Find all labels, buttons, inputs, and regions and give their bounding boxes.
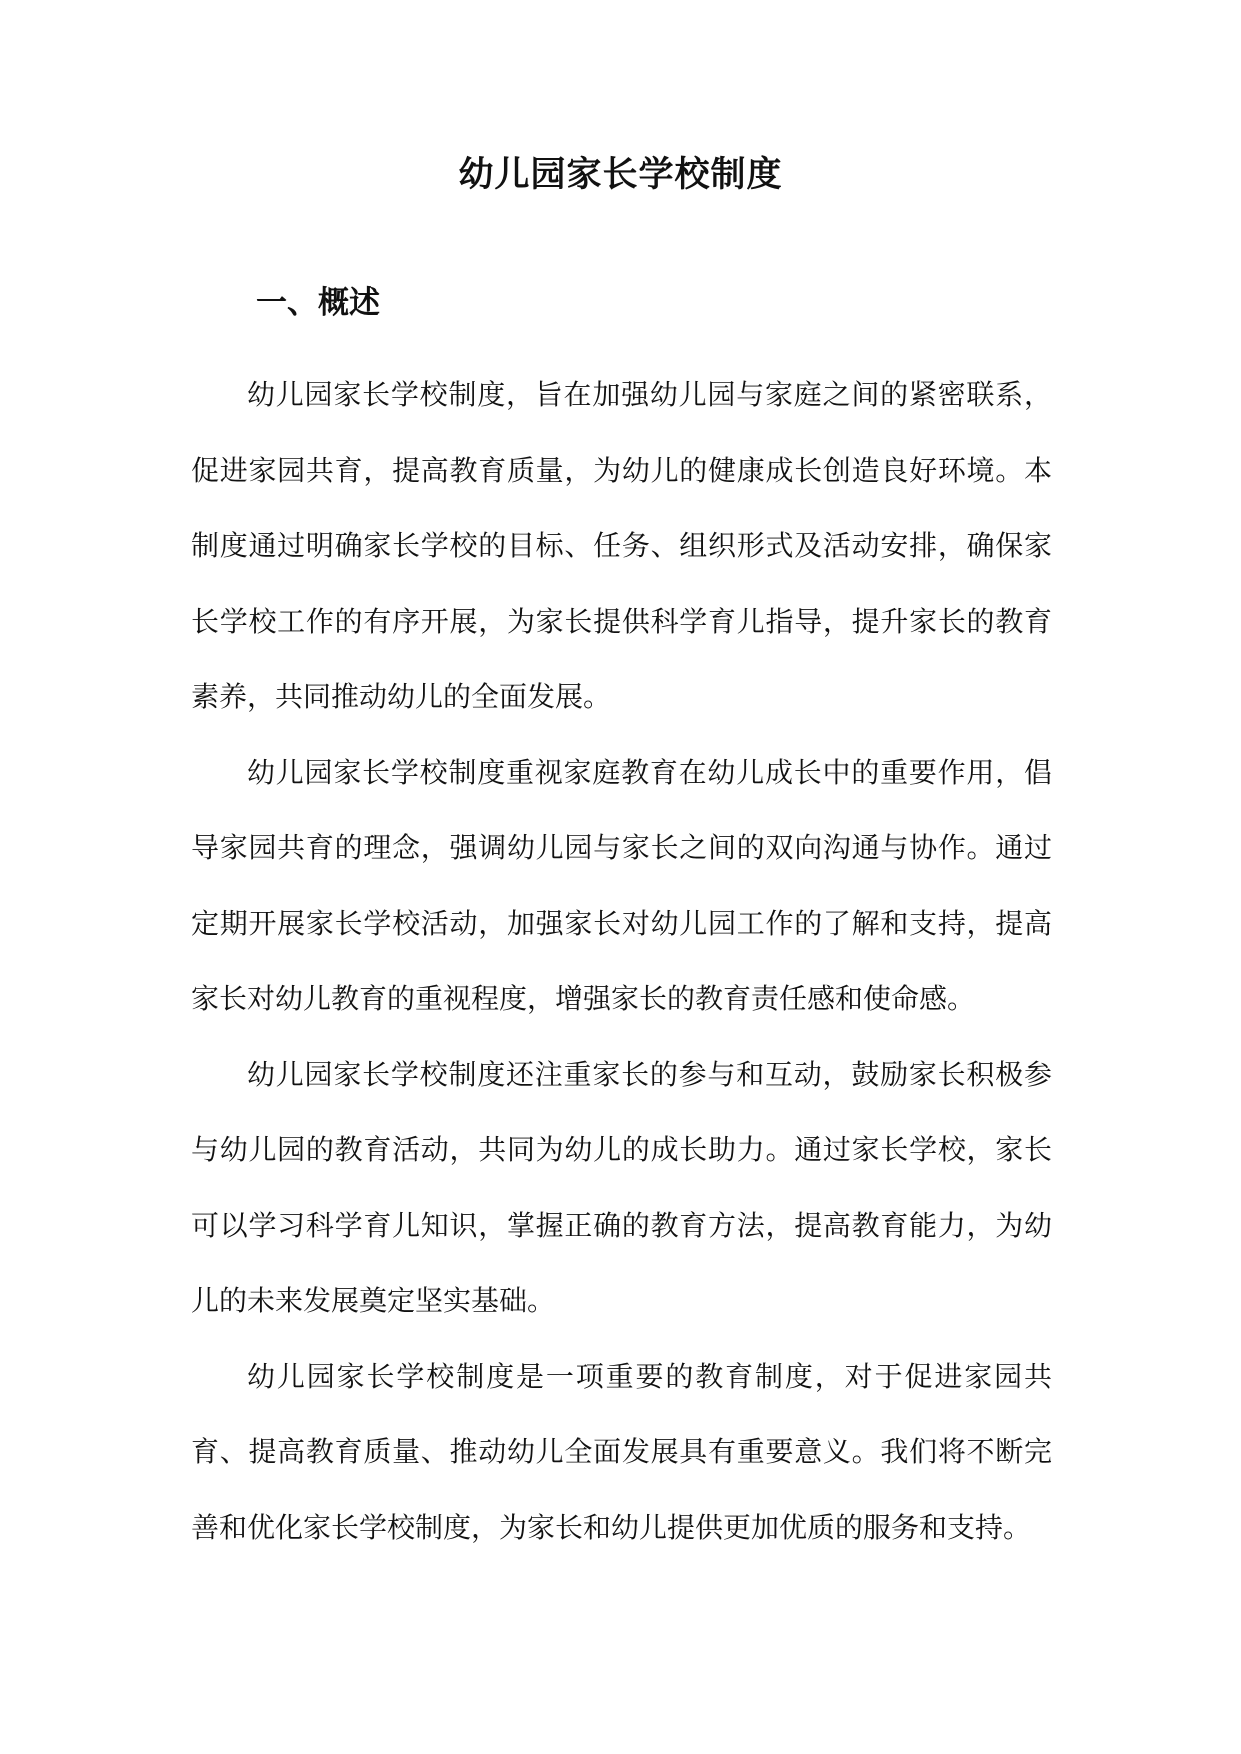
section-body <box>191 357 1052 1565</box>
paragraph-3: 幼儿园家长学校制度还注重家长的参与和互动，鼓励家长积极参与幼儿园的教育活动，共同为幼儿的成长助力。通过家长学校，家长可以学习科学育儿知识，掌握正确的教育方法，提高教育能力，为幼儿的未来发展奠定坚实基础。 <box>191 1057 1052 1317</box>
paragraph-1: 幼儿园家长学校制度，旨在加强幼儿园与家庭之间的紧密联系，促进家园共育，提高教育质量，为幼儿的健康成长创造良好环境。本制度通过明确家长学校的目标、任务、组织形式及活动安排，确保家长学校工作的有序开展，为家长提供科学育儿指导，提升家长的教育素养，共同推动幼儿的全面发展。 <box>191 378 1052 713</box>
document-title: 幼儿园家长学校制度 <box>458 154 783 195</box>
section-heading: 一、概述 <box>256 285 380 321</box>
paragraph-2: 幼儿园家长学校制度重视家庭教育在幼儿成长中的重要作用，倡导家园共育的理念，强调幼儿园与家长之间的双向沟通与协作。通过定期开展家长学校活动，加强家长对幼儿园工作的了解和支持，提高家长对幼儿教育的重视程度，增强家长的教育责任感和使命感。 <box>191 755 1052 1015</box>
paragraph-4: 幼儿园家长学校制度是一项重要的教育制度，对于促进家园共育、提高教育质量、推动幼儿全面发展具有重要意义。我们将不断完善和优化家长学校制度，为家长和幼儿提供更加优质的服务和支持。 <box>191 1359 1052 1544</box>
